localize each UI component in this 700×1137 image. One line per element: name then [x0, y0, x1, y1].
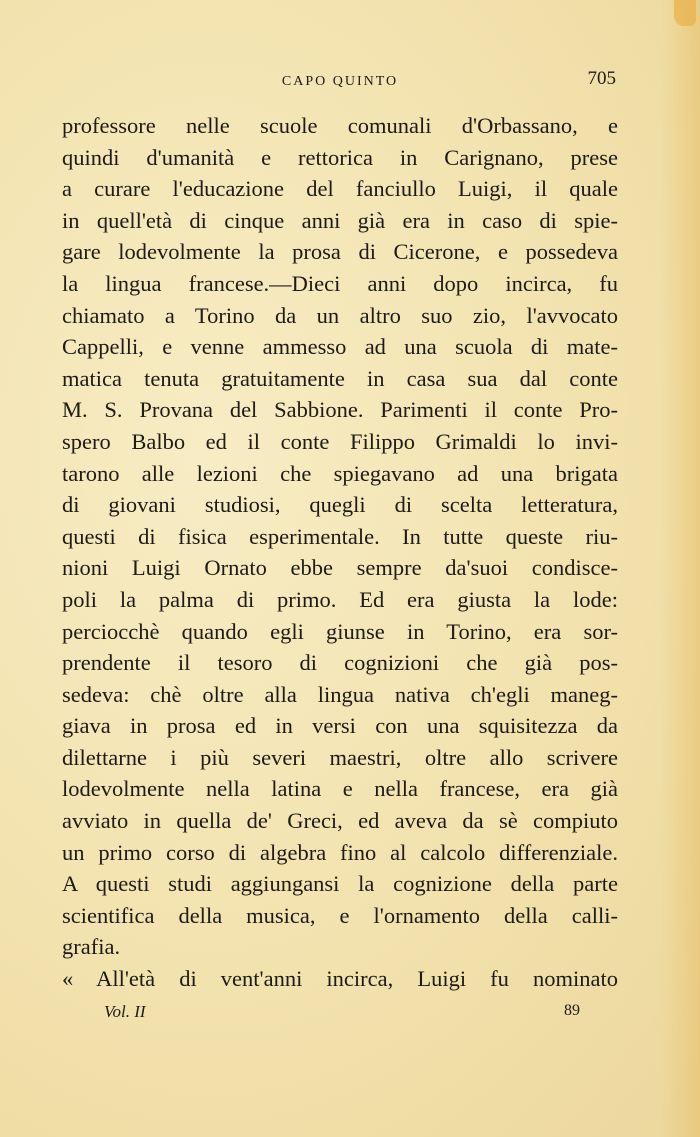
page-number: 705	[587, 68, 616, 89]
text-line: grafia.	[62, 934, 121, 960]
text-line: prendente il tesoro di cognizioni che già pos-	[62, 650, 618, 676]
text-line: Cappelli, e venne ammesso ad una scuola di mate-	[62, 334, 618, 360]
text-line: dilettarne i più severi maestri, oltre allo scrivere	[62, 744, 618, 770]
text-line: sedeva: chè oltre alla lingua nativa ch'egli maneg-	[62, 681, 618, 707]
text-line: M. S. Provana del Sabbione. Parimenti il conte Pro-	[62, 397, 618, 423]
text-line: giava in prosa ed in versi con una squisitezza da	[62, 713, 618, 739]
text-line: lodevolmente nella latina e nella francese, era già	[62, 776, 618, 802]
text-line: « All'età di vent'anni incirca, Luigi fu nominato	[62, 966, 618, 992]
text-line: a curare l'educazione del fanciullo Luigi, il quale	[62, 176, 618, 202]
text-line: scientifica della musica, e l'ornamento della calli-	[62, 902, 618, 928]
text-line: professore nelle scuole comunali d'Orbassano, e	[62, 113, 618, 138]
page-footer	[104, 1002, 580, 1024]
text-line: un primo corso di algebra fino al calcolo differenziale.	[62, 839, 618, 865]
body-text	[62, 110, 618, 995]
page-edge-shading	[660, 0, 700, 1137]
page-header	[64, 68, 616, 94]
text-line: gare lodevolmente la prosa di Cicerone, e possedeva	[62, 239, 618, 265]
volume-label: Vol. II	[104, 1002, 146, 1021]
text-line: spero Balbo ed il conte Filippo Grimaldi lo invi-	[62, 428, 618, 454]
paper-stain	[674, 0, 696, 26]
text-line: poli la palma di primo. Ed era giusta la lode:	[62, 586, 618, 612]
text-line: in quell'età di cinque anni già era in caso di spie-	[62, 207, 618, 233]
text-line: tarono alle lezioni che spiegavano ad una brigata	[62, 460, 618, 486]
text-line: questi di fisica esperimentale. In tutte queste riu-	[62, 523, 618, 549]
text-line: perciocchè quando egli giunse in Torino, era sor-	[62, 618, 618, 644]
text-line: chiamato a Torino da un altro suo zio, l'avvocato	[62, 302, 618, 328]
running-head: CAPO QUINTO	[281, 74, 399, 89]
text-line: nioni Luigi Ornato ebbe sempre da'suoi condisce-	[62, 555, 618, 581]
text-line: A questi studi aggiungansi la cognizione della parte	[62, 871, 618, 897]
text-line: matica tenuta gratuitamente in casa sua dal conte	[62, 365, 618, 391]
text-line: quindi d'umanità e rettorica in Carignano, prese	[62, 144, 618, 170]
text-line: la lingua francese.—Dieci anni dopo incirca, fu	[62, 270, 618, 296]
signature-mark: 89	[564, 1002, 580, 1019]
text-line: di giovani studiosi, quegli di scelta letteratura,	[62, 492, 618, 518]
text-line: avviato in quella de' Greci, ed aveva da sè compiuto	[62, 808, 618, 834]
